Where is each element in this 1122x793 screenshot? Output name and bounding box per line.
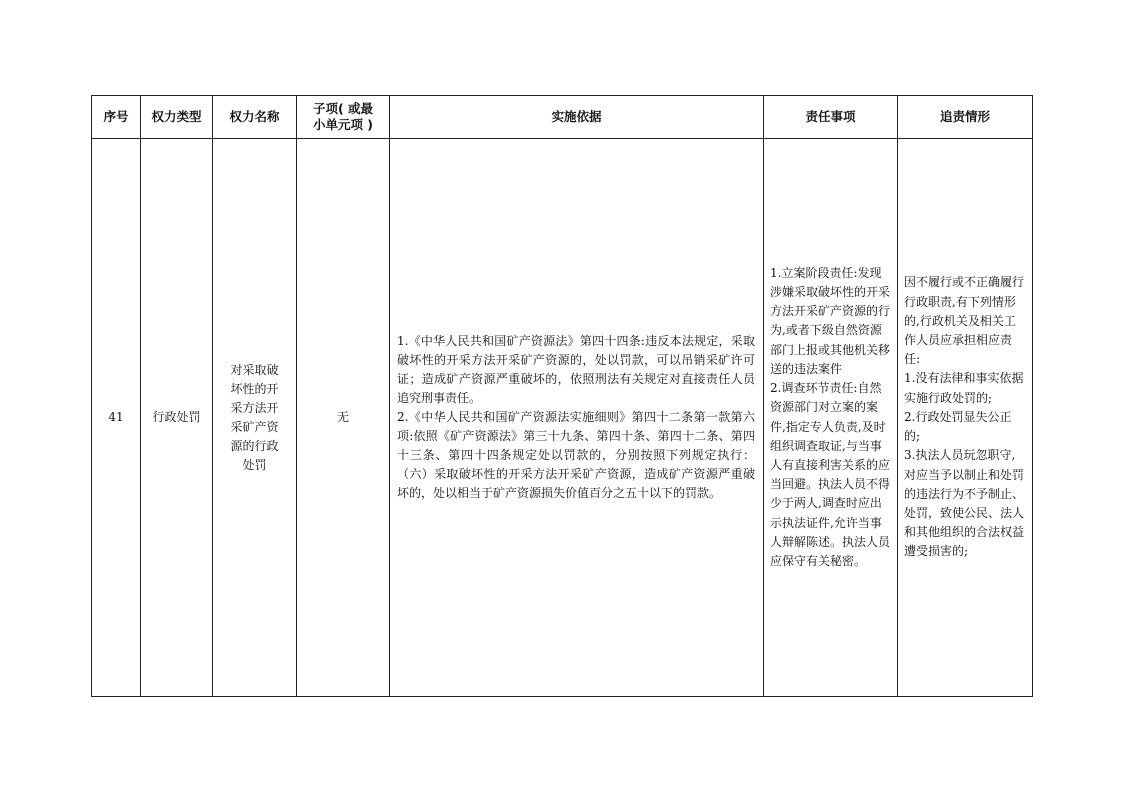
- basis-paragraph-1: 1.《中华人民共和国矿产资源法》第四十四条:违反本法规定，采取破坏性的开采方法开采矿产资源的，处以罚款，可以吊销采矿许可证；造成矿产资源严重破坏的，依照刑法有关规定对直接责任人员追究刑事责任。: [397, 334, 755, 405]
- cell-duties: [764, 139, 898, 697]
- table-row: [92, 139, 1033, 697]
- accountability-intro: 因不履行或不正确履行行政职责,有下列情形的,行政机关及相关工作人员应承担相应责任:: [904, 275, 1025, 367]
- header-sub-item: 子项( 或最小单元项 ): [297, 96, 390, 139]
- cell-power-name: 对采取破坏性的开采方法开采矿产资源的行政处罚: [213, 139, 297, 697]
- header-power-name: 权力名称: [213, 96, 297, 139]
- cell-accountability: [898, 139, 1033, 697]
- power-list-table: [91, 95, 1033, 697]
- header-power-type: 权力类型: [141, 96, 213, 139]
- accountability-item-3: 3.执法人员玩忽职守,对应当予以制止和处罚的违法行为不予制止、处罚，致使公民、法人和其他组织的合法权益遭受损害的;: [904, 448, 1025, 559]
- duty-item-2: 2.调查环节责任:自然资源部门对立案的案件,指定专人负责,及时组织调查取证,与当事人有直接利害关系的应当回避。执法人员不得少于两人,调查时应出示执法证件,允许当事人辩解陈述。执法人员应保守有关秘密。: [770, 381, 891, 568]
- duty-item-1: 1.立案阶段责任:发现涉嫌采取破坏性的开采方法开采矿产资源的行为,或者下级自然资源部门上报或其他机关移送的违法案件: [770, 265, 891, 376]
- accountability-item-2: 2.行政处罚显失公正的;: [904, 409, 1012, 444]
- cell-sub-item: 无: [297, 139, 390, 697]
- cell-basis: [390, 139, 764, 697]
- table-header-row: [92, 96, 1033, 139]
- cell-index: 41: [92, 139, 141, 697]
- document-table-container: [91, 95, 1033, 697]
- header-index: 序号: [92, 96, 141, 139]
- header-duties: 责任事项: [764, 96, 898, 139]
- basis-paragraph-2: 2.《中华人民共和国矿产资源法实施细则》第四十二条第一款第六项:依照《矿产资源法》第三十九条、第四十条、第四十二条、第四十三条、第四十四条规定处以罚款的，分别按照下列规定执行：（六）采取破坏性的开采方法开采矿产资源，造成矿产资源严重破坏的，处以相当于矿产资源损失价值百分之五十以下的罚款。: [397, 410, 755, 500]
- header-basis: 实施依据: [390, 96, 764, 139]
- accountability-item-1: 1.没有法律和事实依据实施行政处罚的;: [904, 371, 1024, 405]
- cell-power-type: 行政处罚: [141, 139, 213, 697]
- header-accountability: 追责情形: [898, 96, 1033, 139]
